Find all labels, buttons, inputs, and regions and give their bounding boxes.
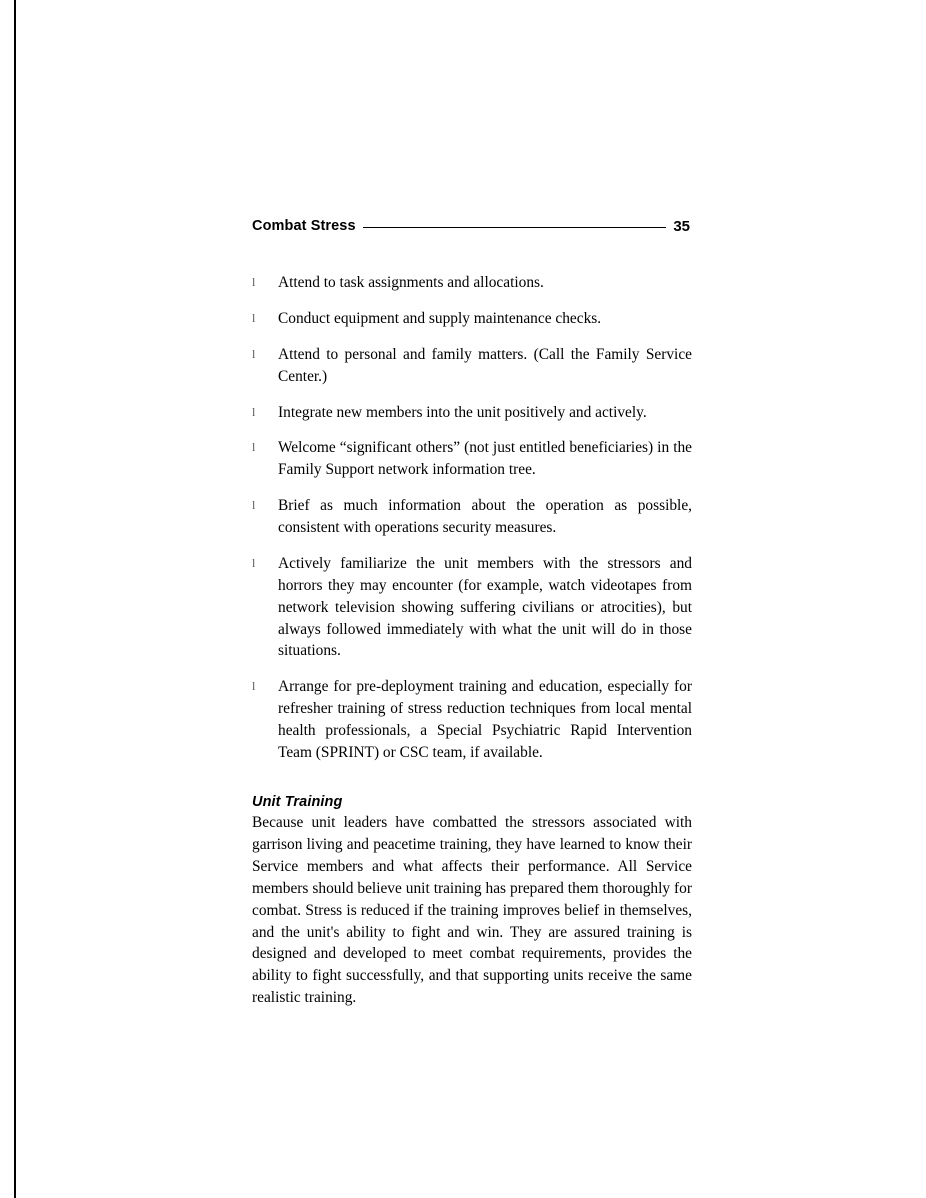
- list-item: [252, 437, 692, 481]
- list-item: [252, 402, 692, 424]
- list-item-text: Actively familiarize the unit members with the stressors and horrors they may encounter (for example, watch videotapes from network television showing suffering civilians or atrocities), but always followed immediately with what the unit will do in those situations.: [278, 554, 692, 660]
- list-item-text: Conduct equipment and supply maintenance checks.: [278, 309, 602, 327]
- list-item-text: Arrange for pre-deployment training and education, especially for refresher training of stress reduction techniques from local mental health professionals, a Special Psychiatric Rapid Intervention Team (SPRINT) or CSC team, if available.: [278, 678, 692, 761]
- list-item: [252, 553, 692, 662]
- page-edge-rule: [14, 0, 16, 1198]
- bullet-icon: l: [252, 498, 256, 513]
- list-item-text: Attend to task assignments and allocations.: [278, 274, 544, 291]
- bullet-list: [252, 272, 692, 764]
- list-item: [252, 676, 692, 764]
- bullet-icon: l: [252, 346, 256, 361]
- list-item: [252, 495, 692, 539]
- list-item-text: Brief as much information about the operation as possible, consistent with operations security measures.: [278, 497, 692, 536]
- list-item: [252, 308, 692, 330]
- running-head-divider: [363, 227, 667, 228]
- list-item-text: Integrate new members into the unit positively and actively.: [278, 403, 647, 421]
- list-item-text: Welcome “significant others” (not just entitled beneficiaries) in the Family Support network information tree.: [278, 439, 692, 479]
- list-item: [252, 344, 692, 388]
- section-heading: Unit Training: [252, 793, 343, 810]
- bullet-icon: l: [252, 555, 256, 570]
- bullet-icon: l: [252, 440, 256, 455]
- running-head-title: Combat Stress: [252, 218, 356, 234]
- bullet-icon: l: [252, 275, 256, 289]
- list-item-text: Attend to personal and family matters. (Call the Family Service Center.): [278, 345, 692, 385]
- page-content: [252, 272, 692, 1009]
- running-head: [252, 215, 690, 237]
- page-number: 35: [673, 217, 690, 235]
- bullet-icon: l: [252, 404, 256, 419]
- list-item: [252, 272, 692, 294]
- bullet-icon: l: [252, 310, 256, 325]
- section-paragraph: Because unit leaders have combatted the stressors associated with garrison living and peacetime training, they have learned to know their Service members and what affects their performance. All Service members should believe unit training has prepared them thoroughly for combat. Stress is reduced if the training improves belief in themselves, and the unit's ability to fight and win. They are assured training is designed and developed to meet combat requirements, provides the ability to fight successfully, and that supporting units receive the same realistic training.: [252, 813, 692, 1007]
- bullet-icon: l: [252, 679, 256, 694]
